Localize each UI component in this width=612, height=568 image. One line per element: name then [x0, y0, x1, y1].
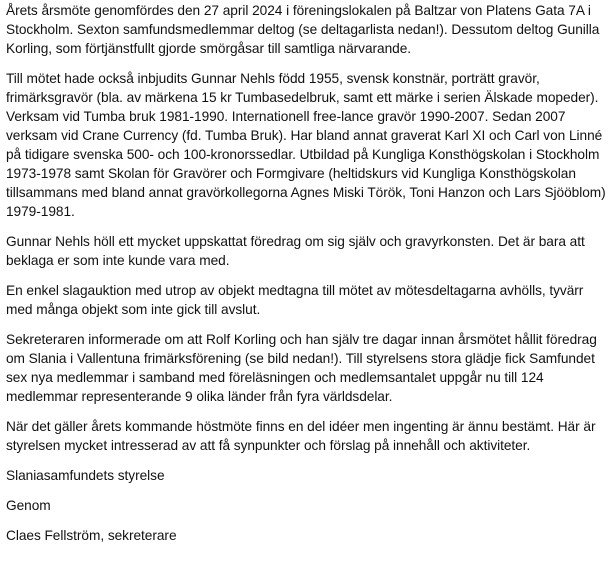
paragraph-autumn-meeting: När det gäller årets kommande höstmöte finns en del idéer men ingenting är ännu bestämt. Här är styrelsen mycket intresserad av att få synpunkter och förslag på innehåll och aktiviteter.: [6, 419, 596, 453]
paragraph-secretary-info: Sekreteraren informerade om att Rolf Korling och han själv tre dagar innan årsmötet hållit föredrag om Slania i Vallentuna frimärksförening (se bild nedan!). Till styrelsens stora glädje fick Samfundet sex nya medlemmar i samband med föreläsningen och medlemsantalet uppgår nu till 124 medlemmar representerande 9 olika länder från fyra världsdelar.: [6, 332, 597, 404]
paragraph-auction: En enkel slagauktion med utrop av objekt medtagna till mötet av mötesdeltagarna avhölls, tyvärr med många objekt som inte gick till avslut.: [6, 283, 584, 317]
signature-via: Genom: [6, 498, 51, 513]
paragraph-annual-meeting: Årets årsmöte genomfördes den 27 april 2024 i föreningslokalen på Baltzar von Platens Gata 7A i Stockholm. Sexton samfundsmedlemmar deltog (se deltagarlista nedan!). Dessutom deltog Gunilla Korling, som förtjänstfullt gjorde smörgåsar till samtliga närvarande.: [6, 3, 600, 56]
signature-board: Slaniasamfundets styrelse: [6, 468, 165, 483]
paragraph-guest-speaker: Till mötet hade också inbjudits Gunnar Nehls född 1955, svensk konstnär, porträtt gravör, frimärksgravör (bla. av märkena 15 kr Tumbasedelbruk, samt ett märke i serien Älskade mopeder). Verksam vid Tumba bruk 1981-1990. Internationell free-lance gravör 1990-2007. Sedan 2007 verksam vid Crane Currency (fd. Tumba Bruk). Har bland annat graverat Karl XI och Carl von Linné på tidigare svenska 500- och 100-kronorssedlar. Utbildad på Kungliga Konsthögskolan i Stockholm 1973-1978 samt Skolan för Gravörer och Formgivare (heltidskurs vid Kungliga Konsthögskolan tillsammans med bland annat gravörkollegorna Agnes Miski Török, Toni Hanzon och Lars Sjööblom) 1979-1981.: [6, 71, 606, 219]
signature-secretary: Claes Fellström, sekreterare: [6, 528, 177, 543]
paragraph-lecture: Gunnar Nehls höll ett mycket uppskattat föredrag om sig själv och gravyrkonsten. Det är bara att beklaga er som inte kunde vara med.: [6, 234, 585, 268]
document-body: [6, 0, 608, 556]
